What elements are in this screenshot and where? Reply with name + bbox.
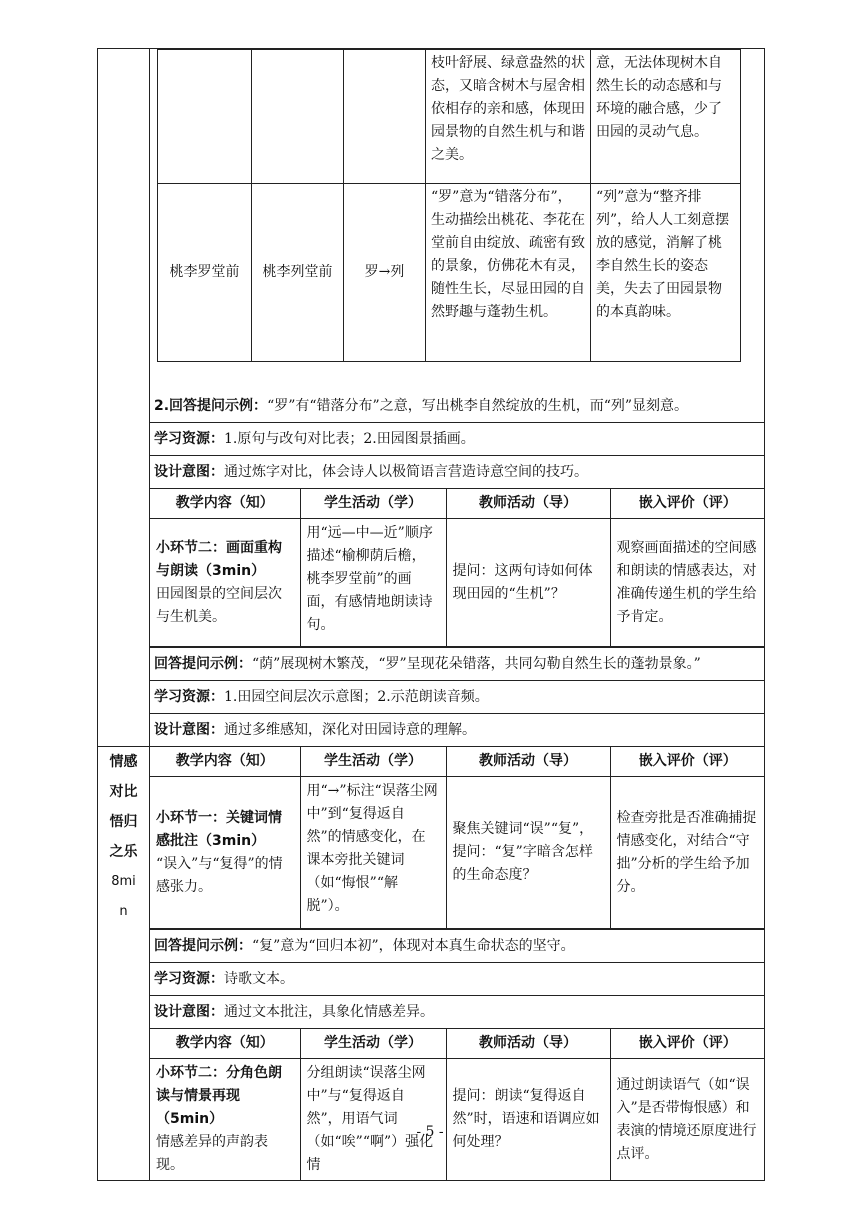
resource-label: 学习资源： xyxy=(154,689,224,705)
content-cell xyxy=(150,777,300,929)
answer-text: “罗”有“错落分布”之意，写出桃李自然绽放的生机，而“列”显刻意。 xyxy=(267,398,689,414)
content-cell xyxy=(150,1059,300,1181)
teacher-activity: 提问：朗读“复得返自然”时，语速和语调应如何处理？ xyxy=(446,1059,610,1181)
student-activity: 用“远—中—近”顺序描述“榆柳荫后檐，桃李罗堂前”的画面，有感情地朗读诗句。 xyxy=(300,519,446,647)
answer-text: “复”意为“回归本初”，体现对本真生命状态的坚守。 xyxy=(252,938,575,954)
header-student: 学生活动（学） xyxy=(300,489,446,519)
table-row xyxy=(158,184,741,362)
section-2-content xyxy=(150,747,765,1181)
section-title-line: 对比 xyxy=(109,784,138,800)
segment-title: 小环节二：分角色朗读与情景再现（5min） xyxy=(156,1065,282,1127)
resource-text: 诗歌文本。 xyxy=(224,971,294,987)
analysis-cell: “罗”意为“错落分布”，生动描绘出桃花、李花在堂前自由绽放、疏密有致的景象，仿佛花木有灵，随性生长，尽显田园的自然野趣与蓬勃生机。 xyxy=(426,184,591,362)
learning-resources xyxy=(150,962,764,995)
activity-table xyxy=(150,1028,765,1180)
header-eval: 嵌入评价（评） xyxy=(610,1029,765,1059)
header-teacher: 教师活动（导） xyxy=(446,489,610,519)
evaluation: 通过朗读语气（如“误入”是否带悔恨感）和表演的情境还原度进行点评。 xyxy=(610,1059,765,1181)
table-header-row xyxy=(150,1029,765,1059)
modified-line: 桃李列堂前 xyxy=(252,184,344,362)
section-title xyxy=(108,747,140,927)
header-teacher: 教师活动（导） xyxy=(446,1029,610,1059)
answer-label: 回答提问示例： xyxy=(154,656,252,672)
student-activity: 分组朗读“误落尘网中”与“复得返自然”，用语气词（如“唉”“啊”）强化情 xyxy=(300,1059,446,1181)
design-text: 通过多维感知，深化对田园诗意的理解。 xyxy=(224,722,476,738)
answer-example xyxy=(150,929,764,962)
table-row xyxy=(150,1059,765,1181)
segment-title: 小环节二：画面重构与朗读（3min） xyxy=(156,539,282,579)
table-row xyxy=(150,777,765,929)
evaluation: 检查旁批是否准确捕捉情感变化，对结合“守拙”分析的学生给予加分。 xyxy=(610,777,765,929)
activity-table xyxy=(150,747,765,929)
contrast-cell: “列”意为“整齐排列”，给人人工刻意摆放的感觉，消解了桃李自然生长的姿态美，失去了田园景物的本真韵味。 xyxy=(591,184,741,362)
page-number: - 5 - xyxy=(416,1124,444,1140)
header-eval: 嵌入评价（评） xyxy=(610,747,765,777)
segment-content: 田园图景的空间层次与生机美。 xyxy=(156,585,282,625)
resource-text: 1.原句与改句对比表；2.田园图景插画。 xyxy=(224,431,475,447)
header-content: 教学内容（知） xyxy=(150,747,300,777)
original-line: 桃李罗堂前 xyxy=(158,184,252,362)
segment-title: 小环节一：关键词情感批注（3min） xyxy=(156,809,282,849)
activity-table xyxy=(150,488,765,647)
design-label: 设计意图： xyxy=(154,1004,224,1020)
table-header-row xyxy=(150,747,765,777)
answer-label: 回答提问示例： xyxy=(154,938,252,954)
design-text: 通过炼字对比，体会诗人以极简语言营造诗意空间的技巧。 xyxy=(224,464,588,480)
answer-example xyxy=(150,647,764,680)
design-intent xyxy=(150,713,764,746)
learning-resources xyxy=(150,422,764,455)
learning-resources xyxy=(150,680,764,713)
resource-text: 1.田园空间层次示意图；2.示范朗读音频。 xyxy=(224,689,489,705)
header-student: 学生活动（学） xyxy=(300,1029,446,1059)
section-duration: 8min xyxy=(111,874,136,919)
analysis-cell: 枝叶舒展、绿意盎然的状态，又暗含树木与屋舍相依相存的亲和感，体现田园景物的自然生机与和谐之美。 xyxy=(426,50,591,184)
section-title-line: 情感 xyxy=(109,754,138,770)
answer-label: 2.回答提问示例： xyxy=(154,398,268,414)
section-title-line: 之乐 xyxy=(109,844,138,860)
word-comparison-table xyxy=(157,49,741,362)
teacher-activity: 提问：这两句诗如何体现田园的“生机”？ xyxy=(446,519,610,647)
header-eval: 嵌入评价（评） xyxy=(610,489,765,519)
resource-label: 学习资源： xyxy=(154,971,224,987)
design-intent xyxy=(150,455,764,488)
word-change: 罗→列 xyxy=(344,184,426,362)
segment-content: “误入”与“复得”的情感张力。 xyxy=(156,855,283,895)
section-label xyxy=(98,747,150,1181)
design-label: 设计意图： xyxy=(154,722,224,738)
answer-text: “荫”展现树木繁茂，“罗”呈现花朵错落，共同勾勒自然生长的蓬勃景象。” xyxy=(252,656,701,672)
table-header-row xyxy=(150,489,765,519)
header-teacher: 教师活动（导） xyxy=(446,747,610,777)
design-intent xyxy=(150,995,764,1028)
design-text: 通过文本批注，具象化情感差异。 xyxy=(224,1004,434,1020)
evaluation: 观察画面描述的空间感和朗读的情感表达，对准确传递生机的学生给予肯定。 xyxy=(610,519,765,647)
empty-cell xyxy=(158,50,252,184)
section-label-empty xyxy=(98,49,150,747)
table-row xyxy=(158,50,741,184)
contrast-cell: 意，无法体现树木自然生长的动态感和与环境的融合感，少了田园的灵动气息。 xyxy=(591,50,741,184)
empty-cell xyxy=(252,50,344,184)
student-activity: 用“→”标注“误落尘网中”到“复得返自然”的情感变化，在课本旁批关键词（如“悔恨”“解脱”）。 xyxy=(300,777,446,929)
table-row xyxy=(150,519,765,647)
section-title-line: 悟归 xyxy=(109,814,138,830)
lesson-plan-table xyxy=(97,48,765,1181)
answer-example xyxy=(150,392,764,422)
header-content: 教学内容（知） xyxy=(150,1029,300,1059)
section-1-content xyxy=(150,49,765,747)
content-cell xyxy=(150,519,300,647)
resource-label: 学习资源： xyxy=(154,431,224,447)
teacher-activity: 聚焦关键词“误”“复”，提问：“复”字暗含怎样的生命态度？ xyxy=(446,777,610,929)
segment-content: 情感差异的声韵表现。 xyxy=(156,1134,268,1173)
design-label: 设计意图： xyxy=(154,464,224,480)
empty-cell xyxy=(344,50,426,184)
header-student: 学生活动（学） xyxy=(300,747,446,777)
header-content: 教学内容（知） xyxy=(150,489,300,519)
